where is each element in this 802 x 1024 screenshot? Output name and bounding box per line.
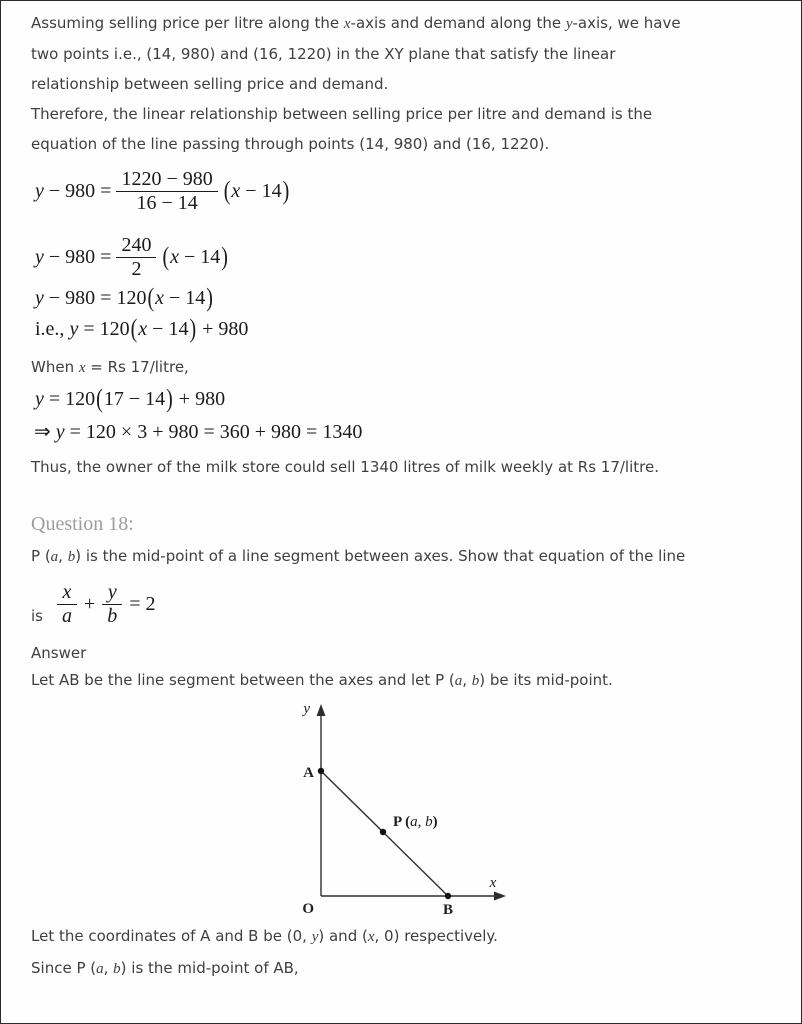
equation-substitution [35, 385, 225, 413]
point-b-label: B [442, 902, 454, 918]
question-statement: P (a, b) is the mid-point of a line segment between axes. Show that equation of the line [31, 547, 686, 565]
is-word: is [31, 607, 43, 625]
text-line: Therefore, the linear relationship between selling price per litre and demand is the [31, 105, 653, 123]
equation-result [34, 418, 362, 446]
fraction [116, 169, 217, 214]
fraction-denominator: b [107, 605, 118, 627]
equation-text: y − 980 = 120(x − 14) [35, 283, 213, 313]
fraction-numerator: 240 [116, 235, 156, 258]
equals-two: = 2 [129, 593, 156, 615]
text-line: equation of the line passing through points (14, 980) and (16, 1220). [31, 135, 550, 153]
y-axis-arrowhead-icon [317, 704, 326, 716]
point-p-dot [380, 829, 386, 835]
intro-paragraph [31, 8, 681, 159]
intercept-equation [52, 582, 158, 627]
conclusion-line: Thus, the owner of the milk store could sell 1340 litres of milk weekly at Rs 17/litre. [31, 458, 659, 476]
axes-diagram [256, 699, 516, 923]
axes-diagram-svg [256, 699, 516, 919]
equation-slope-fraction [35, 167, 290, 215]
point-b-dot [445, 893, 451, 899]
x-axis-arrowhead-icon [494, 892, 506, 901]
since-midpoint-line: Since P (a, b) is the mid-point of AB, [31, 959, 299, 977]
answer-label: Answer [31, 644, 87, 662]
equation-point-slope [35, 284, 214, 312]
equation-lhs: y − 980 = [35, 245, 112, 268]
x-axis-label: x [489, 875, 497, 891]
equation-rhs: (x − 14) [162, 241, 228, 271]
point-p-label: P (a, b) [393, 814, 438, 830]
y-axis-label: y [303, 701, 310, 717]
equation-final-line [35, 315, 248, 343]
fraction-numerator: y [102, 582, 122, 605]
when-condition-line: When x = Rs 17/litre, [31, 358, 189, 376]
let-ab-line: Let AB be the line segment between the axes and let P (a, b) be its mid-point. [31, 671, 613, 689]
fraction-y-over-b [102, 582, 122, 627]
text-line: two points i.e., (14, 980) and (16, 1220) in the XY plane that satisfy the linear [31, 45, 616, 63]
plus-operator: + [83, 593, 96, 615]
equation-lhs: y − 980 = [35, 179, 112, 202]
fraction-denominator: a [61, 605, 72, 627]
equation-text: i.e., y = 120(x − 14) + 980 [35, 314, 249, 344]
text-line: relationship between selling price and demand. [31, 75, 389, 93]
point-a-dot [318, 768, 324, 774]
intercept-equation-block [31, 582, 158, 627]
fraction-numerator: 1220 − 980 [116, 169, 217, 192]
fraction-x-over-a [57, 582, 77, 627]
question-heading: Question 18: [31, 513, 134, 535]
equation-simplified-fraction [35, 234, 229, 280]
point-a-label: A [303, 765, 314, 781]
fraction-denominator: 2 [131, 257, 142, 280]
coordinates-line: Let the coordinates of A and B be (0, y) and (x, 0) respectively. [31, 927, 498, 945]
equation-text: ⇒ y = 120 × 3 + 980 = 360 + 980 = 1340 [34, 421, 363, 443]
fraction-numerator: x [57, 582, 77, 605]
fraction-denominator: 16 − 14 [136, 191, 198, 214]
fraction [116, 235, 156, 280]
text-line: Assuming selling price per litre along the x-axis and demand along the y-axis, we have [31, 14, 681, 32]
equation-text: y = 120(17 − 14) + 980 [35, 384, 226, 414]
origin-label: O [302, 901, 314, 917]
equation-rhs: (x − 14) [223, 175, 290, 205]
